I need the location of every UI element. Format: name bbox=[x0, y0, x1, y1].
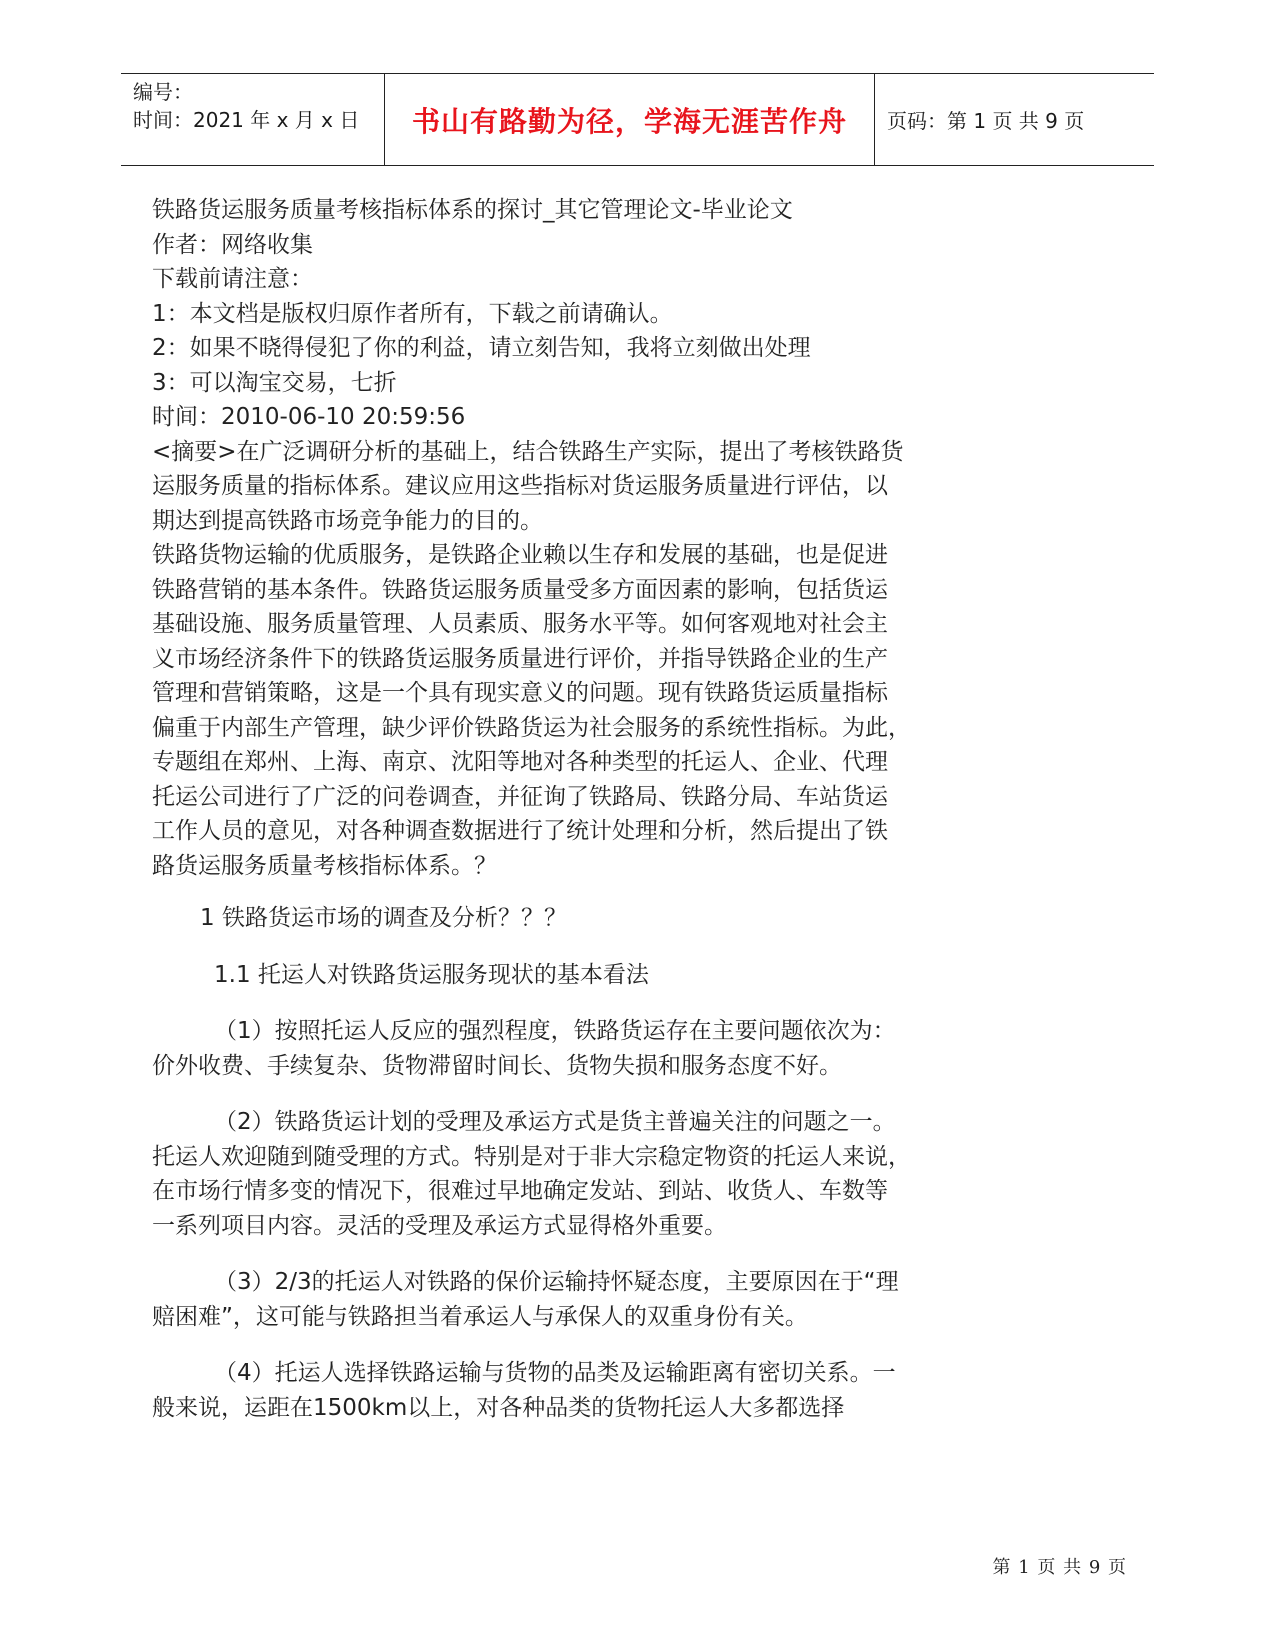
header-meta-cell bbox=[121, 74, 385, 165]
intro-line: 专题组在郑州、上海、南京、沈阳等地对各种类型的托运人、企业、代理 bbox=[152, 749, 888, 775]
serial-label: 编号： bbox=[133, 80, 193, 104]
intro-line: 基础设施、服务质量管理、人员素质、服务水平等。如何客观地对社会主 bbox=[152, 611, 888, 637]
header-page-cell bbox=[875, 74, 1154, 165]
paragraph-line: 般来说，运距在1500km以上，对各种品类的货物托运人大多都选择 bbox=[152, 1394, 845, 1421]
notice-title: 下载前请注意： bbox=[152, 266, 313, 292]
header-table bbox=[121, 73, 1154, 166]
paragraph-line: 一系列项目内容。灵活的受理及承运方式显得格外重要。 bbox=[152, 1212, 727, 1239]
paragraph-line: 价外收费、手续复杂、货物滞留时间长、货物失损和服务态度不好。 bbox=[152, 1052, 842, 1079]
intro-paragraph bbox=[152, 538, 982, 883]
paragraph-line: （2）铁路货运计划的受理及承运方式是货主普遍关注的问题之一。 bbox=[214, 1109, 896, 1135]
notice-item: 1：本文档是版权归原作者所有，下载之前请确认。 bbox=[152, 300, 673, 327]
motto: 书山有路勤为径，学海无涯苦作舟 bbox=[411, 104, 847, 138]
abstract-line: 期达到提高铁路市场竞争能力的目的。 bbox=[152, 507, 543, 534]
doc-time: 时间：2010-06-10 20:59:56 bbox=[152, 404, 466, 430]
paragraph-2 bbox=[152, 1105, 982, 1243]
abstract bbox=[152, 435, 982, 539]
paragraph-line: 托运人欢迎随到随受理的方式。特别是对于非大宗稳定物资的托运人来说， bbox=[152, 1143, 911, 1170]
notice-item: 2：如果不晓得侵犯了你的利益，请立刻告知，我将立刻做出处理 bbox=[152, 335, 811, 361]
paragraph-line: 赔困难”，这可能与铁路担当着承运人与承保人的双重身份有关。 bbox=[152, 1303, 808, 1330]
section-heading-1: 1 铁路货运市场的调查及分析？？？ bbox=[200, 905, 567, 931]
intro-line: 托运公司进行了广泛的问卷调查，并征询了铁路局、铁路分局、车站货运 bbox=[152, 783, 888, 810]
paragraph-line: （1）按照托运人反应的强烈程度，铁路货运存在主要问题依次为： bbox=[214, 1018, 896, 1044]
intro-line: 铁路货物运输的优质服务，是铁路企业赖以生存和发展的基础，也是促进 bbox=[152, 542, 888, 568]
header-motto-cell bbox=[385, 74, 875, 165]
doc-title: 铁路货运服务质量考核指标体系的探讨_其它管理论文-毕业论文 bbox=[152, 197, 793, 223]
section-heading-1-1: 1.1 托运人对铁路货运服务现状的基本看法 bbox=[214, 961, 649, 988]
intro-line: 工作人员的意见，对各种调查数据进行了统计处理和分析，然后提出了铁 bbox=[152, 818, 888, 844]
time-label: 时间：2021 年 x 月 x 日 bbox=[133, 108, 360, 132]
paragraph-line: 在市场行情多变的情况下，很难过早地确定发站、到站、收货人、车数等 bbox=[152, 1178, 888, 1204]
doc-author: 作者：网络收集 bbox=[152, 231, 313, 258]
paragraph-line: （3）2/3的托运人对铁路的保价运输持怀疑态度，主要原因在于“理 bbox=[214, 1269, 899, 1295]
page-label: 页码：第 1 页 共 9 页 bbox=[887, 109, 1085, 133]
abstract-line: <摘要>在广泛调研分析的基础上，结合铁路生产实际，提出了考核铁路货 bbox=[152, 438, 904, 465]
intro-line: 义市场经济条件下的铁路货运服务质量进行评价，并指导铁路企业的生产 bbox=[152, 645, 888, 672]
document-body bbox=[152, 193, 982, 1425]
abstract-line: 运服务质量的指标体系。建议应用这些指标对货运服务质量进行评估，以 bbox=[152, 473, 888, 499]
notice-item: 3：可以淘宝交易，七折 bbox=[152, 369, 397, 396]
intro-line: 管理和营销策略，这是一个具有现实意义的问题。现有铁路货运质量指标 bbox=[152, 680, 888, 706]
page-footer: 第 1 页 共 9 页 bbox=[992, 1557, 1127, 1578]
paragraph-1 bbox=[152, 1014, 982, 1083]
intro-line: 铁路营销的基本条件。铁路货运服务质量受多方面因素的影响，包括货运 bbox=[152, 576, 888, 603]
paragraph-line: （4）托运人选择铁路运输与货物的品类及运输距离有密切关系。一 bbox=[214, 1360, 896, 1386]
intro-line: 偏重于内部生产管理，缺少评价铁路货运为社会服务的系统性指标。为此， bbox=[152, 714, 911, 741]
intro-line: 路货运服务质量考核指标体系。？ bbox=[152, 852, 497, 879]
paragraph-3 bbox=[152, 1265, 982, 1334]
paragraph-4 bbox=[152, 1356, 982, 1425]
